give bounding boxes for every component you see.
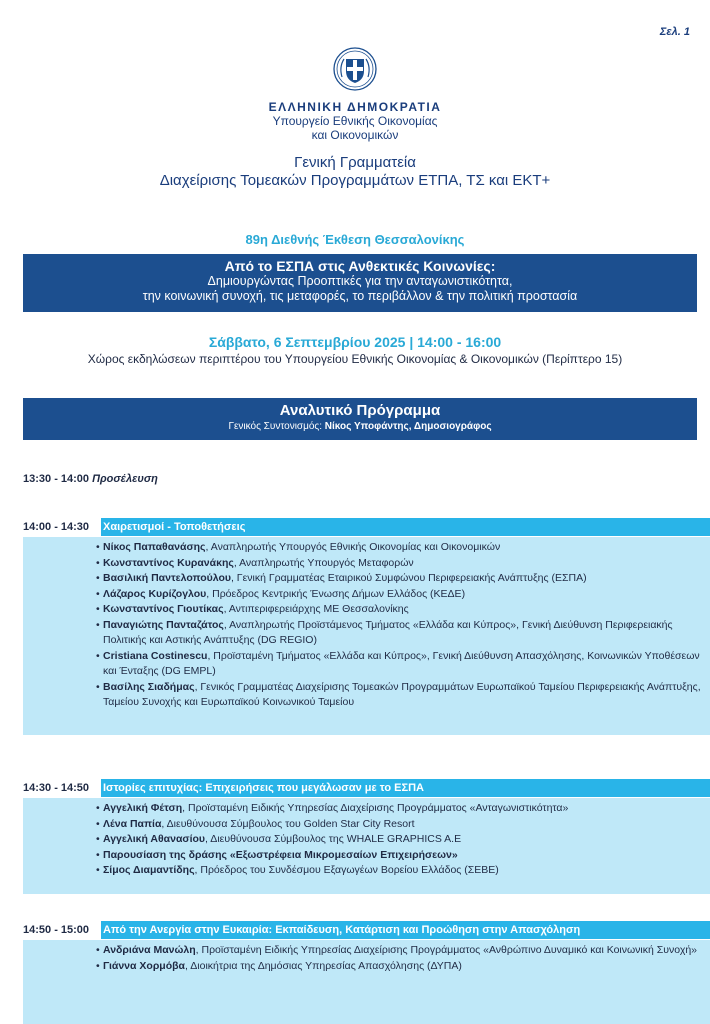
speaker-role: , Διοικήτρια της Δημόσιας Υπηρεσίας Απασχόλησης (ΔΥΠΑ) xyxy=(185,959,462,972)
speaker-role: , Γενική Γραμματέας Εταιρικού Συμφώνου Περιφερειακής Ανάπτυξης (ΕΣΠΑ) xyxy=(230,572,587,584)
speaker-item xyxy=(103,540,710,556)
session-time: 14:30 - 14:50 xyxy=(23,779,101,797)
ministry-line-1: Υπουργείο Εθνικής Οικονομίας xyxy=(272,114,438,128)
speaker-role: , Αναπληρωτής Υπουργός Μεταφορών xyxy=(233,556,414,569)
speaker-item xyxy=(103,618,710,649)
speaker-item xyxy=(103,649,710,680)
session-body xyxy=(23,940,710,1024)
speaker-role: , Προϊσταμένη Ειδικής Υπηρεσίας Διαχείρισης Προγράμματος «Ανθρώπινο Δυναμικό και Κοινωνική Συνοχή» xyxy=(195,944,698,956)
speaker-name: Κωνσταντίνος Γιουτίκας xyxy=(103,603,224,615)
speaker-list xyxy=(23,940,710,974)
speaker-role: , Προϊσταμένη Τμήματος «Ελλάδα και Κύπρος», Γενική Διεύθυνση Απασχόλησης, Κοινωνικών Υποθέσεων και Ένταξης (DG EMPL) xyxy=(103,649,700,677)
speaker-item xyxy=(103,680,710,711)
expo-title: 89η Διεθνής Έκθεση Θεσσαλονίκης xyxy=(245,232,465,247)
session-header xyxy=(23,779,710,797)
speaker-name: Κωνσταντίνος Κυρανάκης xyxy=(103,556,234,569)
session-title: Χαιρετισμοί - Τοποθετήσεις xyxy=(101,518,710,536)
speaker-item xyxy=(103,571,710,587)
event-title: Από το ΕΣΠΑ στις Ανθεκτικές Κοινωνίες: xyxy=(224,258,496,274)
speaker-role: , Γενικός Γραμματέας Διαχείρισης Τομεακών Προγραμμάτων Ευρωπαϊκού Ταμείου Περιφερειακής Ανάπτυξης, Ταμείου Συνοχής και Ευρωπαϊκού Κοινωνικού Ταμείου xyxy=(103,680,701,708)
speaker-item xyxy=(103,801,710,817)
gensec-line-1: Γενική Γραμματεία xyxy=(294,154,416,171)
session-title: Ιστορίες επιτυχίας: Επιχειρήσεις που μεγάλωσαν με το ΕΣΠΑ xyxy=(101,779,710,797)
session-body xyxy=(23,798,710,894)
program-coordination xyxy=(23,421,697,432)
speaker-role: , Προϊσταμένη Ειδικής Υπηρεσίας Διαχείρισης Προγράμματος «Ανταγωνιστικότητα» xyxy=(182,802,569,814)
speaker-role: , Πρόεδρος Κεντρικής Ένωσης Δήμων Ελλάδος (ΚΕΔΕ) xyxy=(206,587,466,600)
program-banner xyxy=(23,398,697,440)
speaker-role: , Πρόεδρος του Συνδέσμου Εξαγωγέων Βορείου Ελλάδος (ΣΕΒΕ) xyxy=(194,864,499,876)
speaker-list xyxy=(23,537,710,711)
session-header xyxy=(23,518,710,536)
speaker-role: , Διευθύνουσα Σύμβουλος της WHALE GRAPHICS A.E xyxy=(205,833,462,845)
session-time: 14:50 - 15:00 xyxy=(23,921,101,939)
event-subtitle-1: Δημιουργώντας Προοπτικές για την ανταγωνιστικότητα, xyxy=(207,274,513,288)
speaker-item xyxy=(103,832,710,848)
speaker-name: Ανδριάνα Μανώλη xyxy=(103,944,196,956)
speaker-item xyxy=(103,848,710,864)
speaker-name: Βασιλική Παντελοπούλου xyxy=(103,572,231,584)
general-secretariat xyxy=(0,154,710,190)
speaker-role: , Αναπληρωτής Προϊστάμενος Τμήματος «Ελλάδα και Κύπρος», Γενική Διεύθυνση Περιφερειακής Πολιτικής και Αστικής Ανάπτυξης (DG REGIO) xyxy=(103,618,673,646)
event-venue: Χώρος εκδηλώσεων περιπτέρου του Υπουργείου Εθνικής Οικονομίας & Οικονομικών (Περίπτερο 15) xyxy=(87,352,623,366)
session-time: 14:00 - 14:30 xyxy=(23,518,101,536)
speaker-name: Παναγιώτης Πανταζάτος xyxy=(103,618,224,631)
republic-title: ΕΛΛΗΝΙΚΗ ΔΗΜΟΚΡΑΤΙΑ xyxy=(268,100,442,114)
page-number: Σελ. 1 xyxy=(659,26,690,38)
speaker-role: , Αντιπεριφερειάρχης ΜΕ Θεσσαλονίκης xyxy=(223,603,409,615)
speaker-item xyxy=(103,556,710,572)
event-datetime: Σάββατο, 6 Σεπτεμβρίου 2025 | 14:00 - 16:00 xyxy=(208,334,502,350)
speaker-name: Νίκος Παπαθανάσης xyxy=(103,541,206,553)
speaker-name: Παρουσίαση της δράσης «Εξωστρέφεια Μικρομεσαίων Επιχειρήσεων» xyxy=(103,848,458,861)
speaker-name: Λένα Παπία xyxy=(103,817,162,830)
arrival-time: 13:30 - 14:00 xyxy=(23,473,90,485)
speaker-item xyxy=(103,817,710,833)
event-subtitle-2: την κοινωνική συνοχή, τις μεταφορές, το περιβάλλον & την πολιτική προστασία xyxy=(142,289,578,303)
session-body xyxy=(23,537,710,735)
session-title: Από την Ανεργία στην Ευκαιρία: Εκπαίδευση, Κατάρτιση και Προώθηση στην Απασχόληση xyxy=(101,921,710,939)
speaker-item xyxy=(103,587,710,603)
speaker-item xyxy=(103,959,710,975)
speaker-name: Cristiana Costinescu xyxy=(103,649,208,662)
gensec-line-2: Διαχείρισης Τομεακών Προγραμμάτων ΕΤΠΑ, ΤΣ και ΕΚΤ+ xyxy=(159,172,551,189)
speaker-role: , Αναπληρωτής Υπουργός Εθνικής Οικονομίας και Οικονομικών xyxy=(205,541,501,553)
session-header xyxy=(23,921,710,939)
arrival-row xyxy=(23,473,158,485)
coordinator-name: Νίκος Υποφάντης, Δημοσιογράφος xyxy=(324,421,492,432)
ministry-line-2: και Οικονομικών xyxy=(311,128,399,142)
header xyxy=(0,44,710,190)
event-title-banner xyxy=(23,254,697,312)
speaker-item xyxy=(103,602,710,618)
speaker-name: Λάζαρος Κυρίζογλου xyxy=(103,587,207,600)
speaker-name: Αγγελική Αθανασίου xyxy=(103,833,206,845)
coat-of-arms-icon xyxy=(332,44,378,94)
program-title: Αναλυτικό Πρόγραμμα xyxy=(279,402,441,419)
speaker-list xyxy=(23,798,710,879)
speaker-role: , Διευθύνουσα Σύμβουλος του Golden Star City Resort xyxy=(161,817,415,830)
speaker-name: Βασίλης Σιαδήμας xyxy=(103,680,195,693)
speaker-name: Γιάννα Χορμόβα xyxy=(103,959,186,972)
speaker-item xyxy=(103,863,710,879)
coordination-label: Γενικός Συντονισμός: xyxy=(228,421,323,432)
arrival-label: Προσέλευση xyxy=(92,473,158,485)
speaker-name: Σίμος Διαμαντίδης xyxy=(103,864,195,876)
speaker-name: Αγγελική Φέτση xyxy=(103,802,183,814)
speaker-item xyxy=(103,943,710,959)
